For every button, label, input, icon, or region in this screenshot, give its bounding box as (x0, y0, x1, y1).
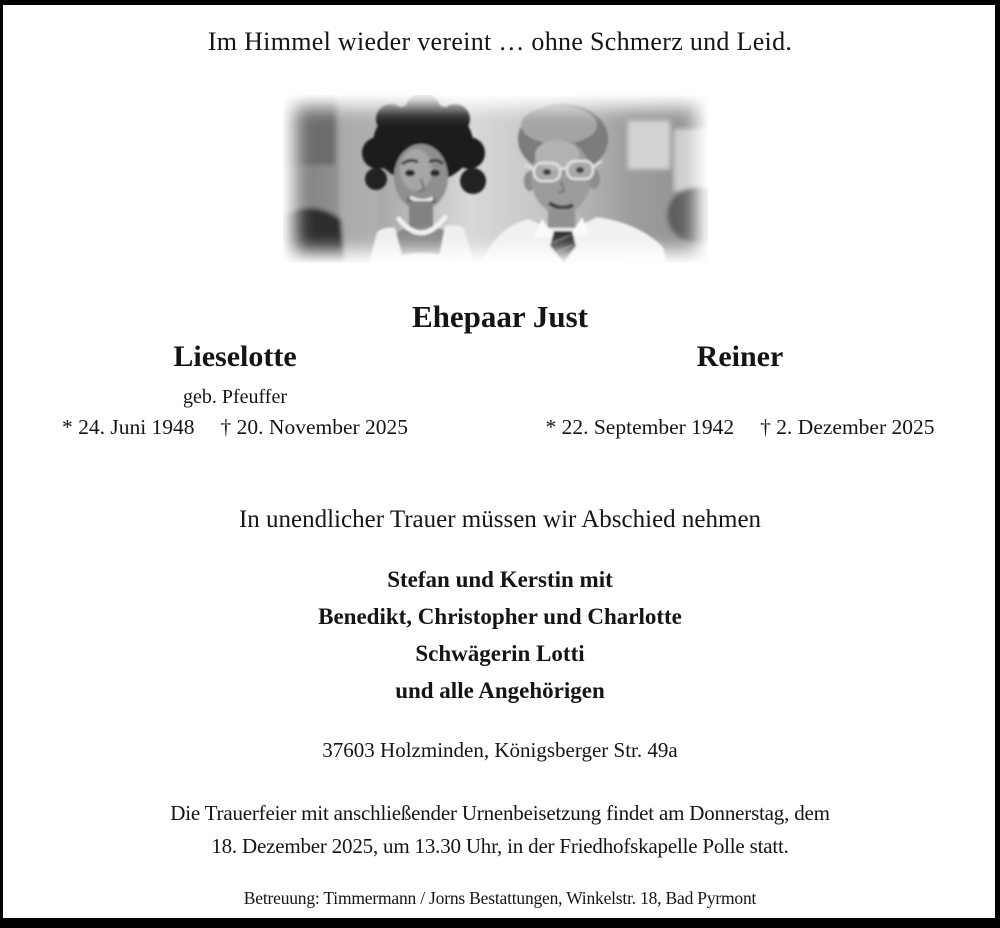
funeral-info-line: 18. Dezember 2025, um 13.30 Uhr, in der Friedhofskapelle Polle statt. (211, 834, 789, 858)
person-dates-reiner (510, 415, 970, 440)
person-maiden-name: geb. Pfeuffer (182, 386, 288, 408)
funeral-home-line: Betreuung: Timmermann / Jorns Bestattungen, Winkelstr. 18, Bad Pyrmont (243, 888, 757, 908)
funeral-info-line: Die Trauerfeier mit anschließender Urnenbeisetzung findet am Donnerstag, dem (170, 801, 830, 825)
mourners-line: Stefan und Kerstin mit (387, 567, 613, 592)
mourners-line: und alle Angehörigen (395, 678, 605, 703)
headline: Im Himmel wieder vereint … ohne Schmerz und Leid. (207, 27, 793, 56)
funeral-info (0, 797, 1000, 863)
birth-date: * 24. Juni 1948 (61, 415, 195, 439)
mourners-line: Schwägerin Lotti (415, 641, 585, 666)
birth-date: * 22. September 1942 (545, 415, 735, 439)
couple-title: Ehepaar Just (412, 299, 588, 334)
death-date: † 2. Dezember 2025 (760, 415, 935, 439)
mourners-list (0, 561, 1000, 709)
mourners-line: Benedikt, Christopher und Charlotte (318, 604, 682, 629)
couple-photo (283, 95, 708, 263)
death-date: † 20. November 2025 (220, 415, 409, 439)
person-dates-lieselotte (0, 415, 470, 440)
person-name-reiner: Reiner (696, 340, 784, 373)
person-name-lieselotte: Lieselotte (173, 340, 297, 373)
address-line: 37603 Holzminden, Königsberger Str. 49a (322, 738, 678, 762)
couple-photo-image (283, 95, 708, 263)
mourning-intro: In unendlicher Trauer müssen wir Abschied nehmen (238, 506, 762, 533)
